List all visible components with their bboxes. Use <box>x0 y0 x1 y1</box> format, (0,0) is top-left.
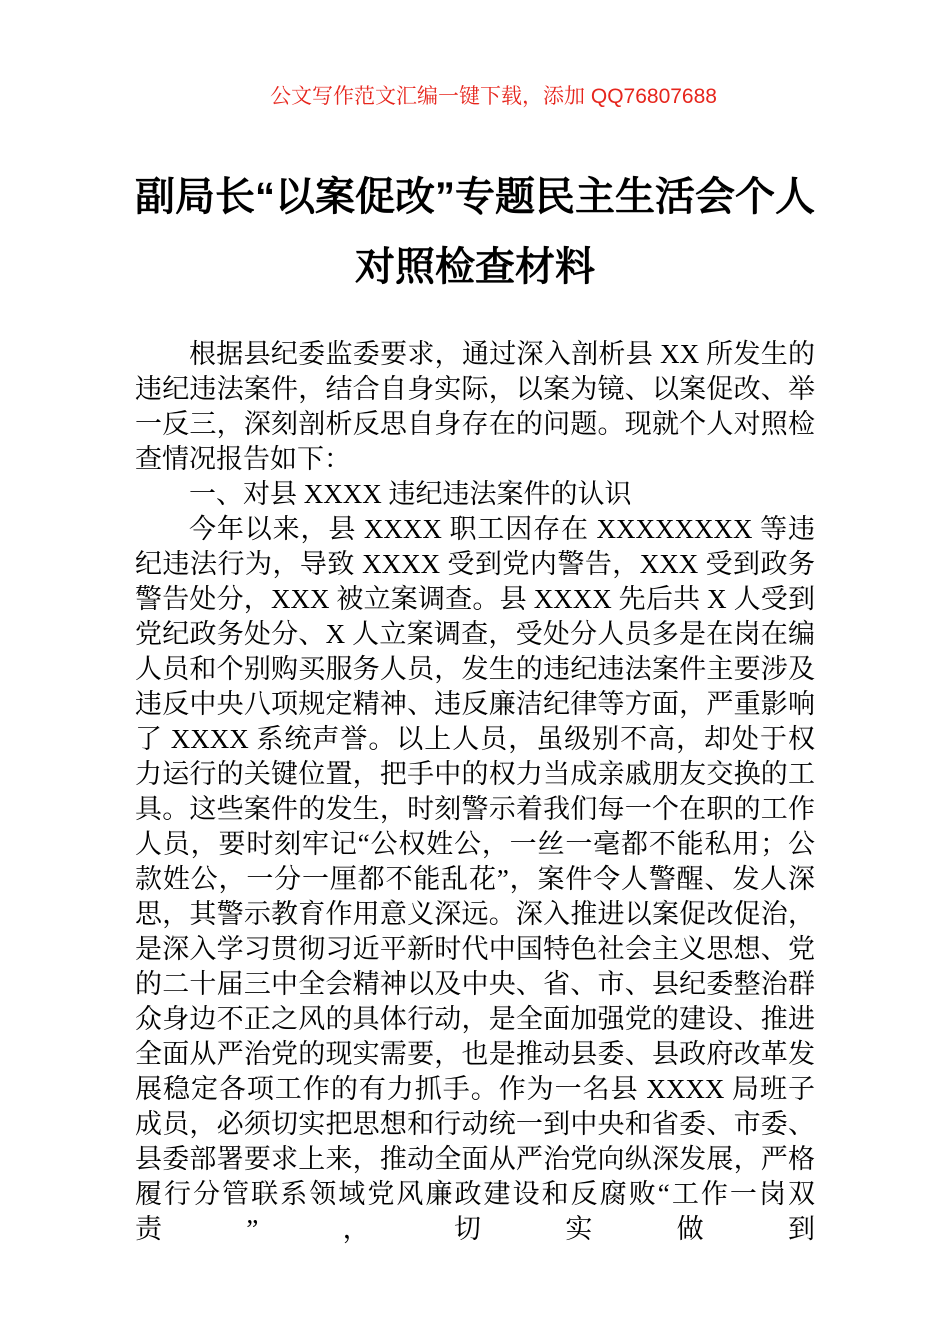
intro-paragraph: 根据县纪委监委要求，通过深入剖析县 XX 所发生的违纪违法案件，结合自身实际，以案为镜、以案促改、举一反三，深刻剖析反思自身存在的问题。现就个人对照检查情况报告如下： <box>135 339 815 474</box>
document-title <box>0 162 950 302</box>
section-1-heading: 一、对县 XXXX 违纪违法案件的认识 <box>189 479 632 509</box>
section-1-paragraph: 今年以来，县 XXXX 职工因存在 XXXXXXXX 等违纪违法行为，导致 XXXX 受到党内警告，XXX 受到政务警告处分，XXX 被立案调查。县 XXXX 先后共 X 人受到党纪政务处分、X 人立案调查，受处分人员多是在岗在编人员和个别购买服务人员，发生的违纪违法案件主要涉及违反中央八项规定精神、违反廉洁纪律等方面，严重影响了 XXXX 系统声誉。以上人员，虽级别不高，却处于权力运行的关键位置，把手中的权力当成亲戚朋友交换的工具。这些案件的发生，时刻警示着我们每一个在职的工作人员，要时刻牢记“公权姓公，一丝一毫都不能私用；公款姓公，一分一厘都不能乱花”，案件令人警醒、发人深思，其警示教育作用意义深远。深入推进以案促改促治，是深入学习贯彻习近平新时代中国特色社会主义思想、党的二十届三中全会精神以及中央、省、市、县纪委整治群众身边不正之风的具体行动，是全面加强党的建设、推进全面从严治党的现实需要，也是推动县委、县政府改革发展稳定各项工作的有力抓手。作为一名县 XXXX 局班子成员，必须切实把思想和行动统一到中央和省委、市委、县委部署要求上来，推动全面从严治党向纵深发展，严格履行分管联系领域党风廉政建设和反腐败“工作一岗双责”，切实做到 <box>135 514 815 1244</box>
document-title-line-1: 副局长“以案促改”专题民主生活会个人 <box>135 175 815 219</box>
download-notice: 公文写作范文汇编一键下载，添加 QQ76807688 <box>270 85 717 108</box>
document-body <box>135 337 815 1247</box>
document-title-line-2: 对照检查材料 <box>355 245 595 289</box>
